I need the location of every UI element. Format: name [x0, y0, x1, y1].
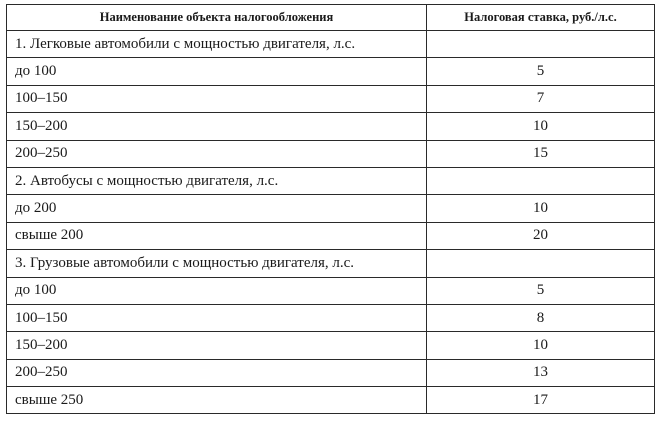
rate-value: 17 [427, 387, 655, 414]
rate-value: 10 [427, 113, 655, 140]
power-range: 200–250 [7, 140, 427, 167]
table-row [7, 113, 655, 140]
rate-value: 5 [427, 58, 655, 85]
rate-value: 15 [427, 140, 655, 167]
table-row [7, 277, 655, 304]
power-range: 150–200 [7, 332, 427, 359]
table-row [7, 58, 655, 85]
power-range: свыше 250 [7, 387, 427, 414]
rate-value: 7 [427, 85, 655, 112]
section-title: 3. Грузовые автомобили с мощностью двигателя, л.с. [7, 250, 427, 277]
tax-rate-table [6, 4, 655, 414]
power-range: 100–150 [7, 85, 427, 112]
power-range: до 100 [7, 277, 427, 304]
rate-value: 8 [427, 304, 655, 331]
table-row [7, 140, 655, 167]
rate-value: 10 [427, 195, 655, 222]
table-row [7, 85, 655, 112]
section-rate-empty [427, 250, 655, 277]
table-row [7, 359, 655, 386]
rate-value: 13 [427, 359, 655, 386]
power-range: свыше 200 [7, 222, 427, 249]
table-row [7, 195, 655, 222]
table-row [7, 332, 655, 359]
power-range: до 100 [7, 58, 427, 85]
rate-value: 20 [427, 222, 655, 249]
table-row [7, 387, 655, 414]
power-range: 200–250 [7, 359, 427, 386]
table-row [7, 304, 655, 331]
section-row [7, 250, 655, 277]
section-row [7, 167, 655, 194]
header-object-name: Наименование объекта налогообложения [7, 5, 427, 31]
section-title: 2. Автобусы с мощностью двигателя, л.с. [7, 167, 427, 194]
rate-value: 10 [427, 332, 655, 359]
section-title: 1. Легковые автомобили с мощностью двигателя, л.с. [7, 31, 427, 58]
section-rate-empty [427, 31, 655, 58]
rate-value: 5 [427, 277, 655, 304]
section-row [7, 31, 655, 58]
power-range: до 200 [7, 195, 427, 222]
power-range: 150–200 [7, 113, 427, 140]
table-header-row [7, 5, 655, 31]
table-row [7, 222, 655, 249]
header-tax-rate: Налоговая ставка, руб./л.с. [427, 5, 655, 31]
section-rate-empty [427, 167, 655, 194]
power-range: 100–150 [7, 304, 427, 331]
